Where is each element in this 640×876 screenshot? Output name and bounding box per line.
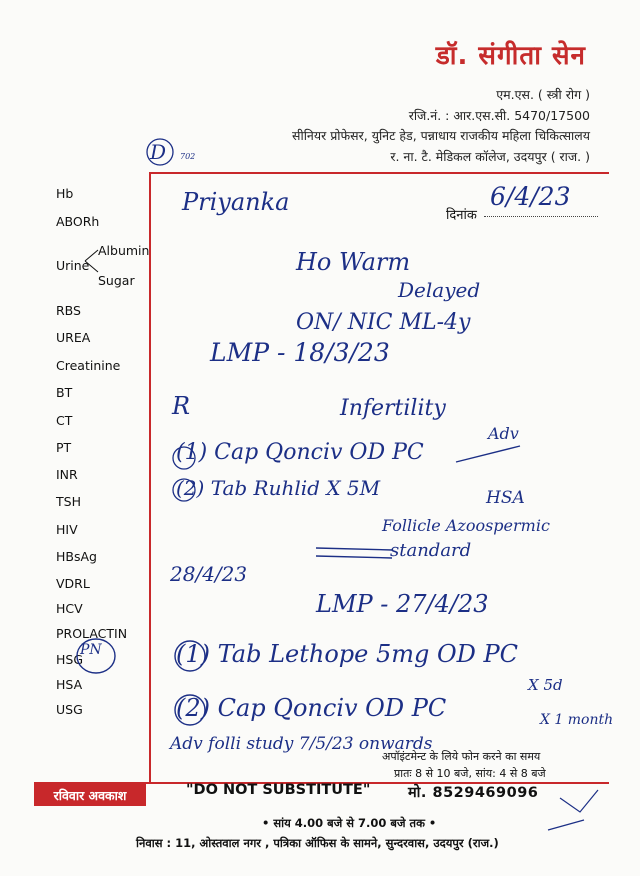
- test-inr: INR: [56, 467, 78, 482]
- hw-medicine-2: (2) Tab Ruhlid X 5M: [176, 476, 381, 500]
- test-hb: Hb: [56, 186, 74, 201]
- hw-complaint-line1: Ho Warm: [296, 248, 411, 276]
- hw-medicine-3: (1) Tab Lethope 5mg OD PC: [176, 640, 519, 668]
- college-name: र. ना. टै. मेडिकल कॉलेज, उदयपुर ( राज. ): [390, 149, 590, 164]
- hw-adv1: Adv: [488, 424, 519, 443]
- test-hsg: HSG: [56, 652, 84, 667]
- test-creatinine: Creatinine: [56, 358, 121, 373]
- hw-hsa: HSA: [486, 488, 525, 508]
- clinic-timing: • सांय 4.00 बजे से 7.00 बजे तक •: [262, 816, 437, 830]
- residence-address: निवास : 11, ओस्तवाल नगर , पत्रिका ऑफिस के सामने, सुन्दरवास, उदयपुर (राज.): [136, 836, 499, 850]
- test-aborh: ABORh: [56, 214, 100, 229]
- test-usg: USG: [56, 702, 83, 717]
- date-label: दिनांक: [446, 208, 477, 223]
- hw-complaint-line3: ON/ NIC ML-4y: [296, 310, 471, 335]
- hw-lmp: LMP - 18/3/23: [210, 338, 390, 367]
- appointment-title: अपॉइंटमेन्ट के लिये फोन करने का समय: [382, 750, 541, 763]
- test-hcv: HCV: [56, 601, 83, 616]
- hw-patient-name: Priyanka: [182, 188, 290, 216]
- test-bt: BT: [56, 385, 73, 400]
- phone-number: मो. 8529469096: [408, 785, 539, 801]
- appointment-hours: प्रातः 8 से 10 बजे, सांय: 4 से 8 बजे: [394, 767, 546, 780]
- test-pt: PT: [56, 440, 72, 455]
- test-rbs: RBS: [56, 303, 81, 318]
- test-hsa: HSA: [56, 677, 83, 692]
- hw-duration-1m: X 1 month: [540, 712, 614, 728]
- sunday-off-badge: रविवार अवकाश: [34, 784, 146, 806]
- hw-date: 6/4/23: [490, 182, 571, 211]
- test-vdrl: VDRL: [56, 576, 90, 591]
- test-ct: CT: [56, 413, 73, 428]
- hw-diagnosis: Infertility: [340, 396, 446, 421]
- doctor-position: सीनियर प्रोफेसर, युनिट हेड, पन्नाधाय राजकीय महिला चिकित्सालय: [292, 128, 590, 143]
- registration-number: रजि.नं. : आर.एस.सी. 5470/17500: [408, 108, 590, 123]
- test-tsh: TSH: [56, 494, 81, 509]
- hw-medicine-4: (2) Cap Qonciv OD PC: [176, 694, 447, 722]
- hw-medicine-1: (1) Cap Qonciv OD PC: [176, 440, 424, 465]
- hw-initial-small: 702: [180, 152, 196, 161]
- test-hiv: HIV: [56, 522, 78, 537]
- hw-pn: PN: [80, 642, 102, 658]
- test-prolactin: PROLACTIN: [56, 626, 128, 641]
- hw-date2: 28/4/23: [170, 562, 248, 586]
- hw-lmp2: LMP - 27/4/23: [316, 590, 489, 618]
- vertical-divider: [149, 172, 151, 784]
- date-underline: [484, 216, 598, 217]
- test-urea: UREA: [56, 330, 91, 345]
- hw-duration-5d: X 5d: [528, 676, 563, 694]
- test-sugar: Sugar: [98, 273, 135, 288]
- doctor-name: डॉ. संगीता सेन: [435, 41, 586, 71]
- hw-complaint-line2: Delayed: [398, 278, 481, 302]
- hw-rx: R: [172, 392, 191, 420]
- hw-follicle: Follicle Azoospermic: [382, 516, 550, 535]
- test-urine: Urine: [56, 258, 90, 273]
- hw-standard: standard: [390, 540, 472, 561]
- test-hbsag: HBsAg: [56, 549, 97, 564]
- do-not-substitute: "DO NOT SUBSTITUTE": [186, 782, 371, 798]
- top-divider: [149, 172, 609, 174]
- test-albumin: Albumin: [98, 243, 150, 258]
- doctor-degree: एम.एस. ( स्त्री रोग ): [496, 87, 590, 102]
- hw-initial: D: [150, 140, 167, 164]
- hw-follow-up: Adv folli study 7/5/23 onwards: [170, 734, 433, 754]
